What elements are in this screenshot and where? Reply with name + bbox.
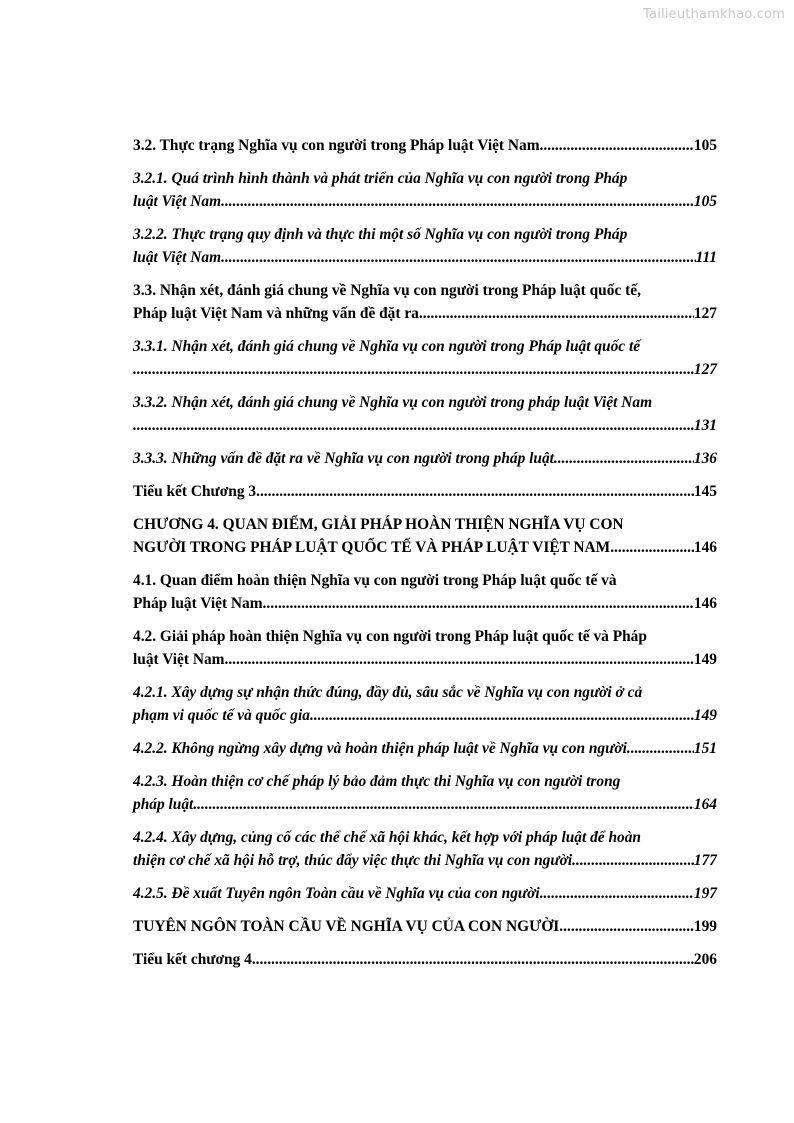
dot-leader — [221, 246, 696, 269]
dot-leader — [193, 793, 694, 816]
toc-entry — [133, 948, 717, 971]
toc-page-number: 164 — [693, 796, 717, 813]
toc-entry-text: TUYÊN NGÔN TOÀN CẦU VỀ NGHĨA VỤ CỦA CON NGƯỜI — [133, 918, 560, 935]
dot-leader — [256, 480, 694, 503]
dot-leader — [554, 447, 694, 470]
toc-entry-text: Pháp luật Việt Nam và những vấn đề đặt ra — [133, 305, 419, 322]
dot-leader — [224, 648, 693, 671]
toc-entry-text: 3.3. Nhận xét, đánh giá chung về Nghĩa vụ con người trong Pháp luật quốc tế, — [133, 282, 641, 299]
toc-entry-text: 3.3.3. Những vấn đề đặt ra về Nghĩa vụ con người trong pháp luật — [133, 450, 554, 467]
dot-leader — [559, 915, 694, 938]
toc-entry — [133, 826, 717, 872]
toc-entry-text: luật Việt Nam — [133, 651, 225, 668]
toc-page-number: 206 — [693, 951, 717, 968]
toc-page-number: 149 — [693, 707, 717, 724]
toc-page-number: 127 — [693, 361, 717, 378]
toc-entry-text: NGƯỜI TRONG PHÁP LUẬT QUỐC TẾ VÀ PHÁP LUẬT VIỆT NAM — [133, 539, 611, 556]
dot-leader — [310, 704, 694, 727]
table-of-contents — [133, 134, 717, 981]
toc-entry-text: luật Việt Nam — [133, 249, 222, 266]
dot-leader — [627, 737, 694, 760]
toc-page-number: 136 — [693, 450, 717, 467]
toc-entry — [133, 279, 717, 325]
toc-entry — [133, 770, 717, 816]
toc-entry — [133, 391, 717, 437]
toc-page-number: 131 — [693, 417, 717, 434]
toc-entry — [133, 134, 717, 157]
toc-entry-text: luật Việt Nam — [133, 193, 222, 210]
toc-entry-text: CHƯƠNG 4. QUAN ĐIỂM, GIẢI PHÁP HOÀN THIỆN NGHĨA VỤ CON — [133, 516, 624, 533]
toc-page-number: 197 — [693, 885, 717, 902]
dot-leader — [576, 849, 694, 872]
watermark: Tailieuthamkhao.com — [643, 7, 785, 22]
dot-leader — [540, 134, 694, 157]
toc-entry — [133, 480, 717, 503]
toc-entry — [133, 447, 717, 470]
dot-leader — [419, 302, 694, 325]
toc-entry-text: 3.3.2. Nhận xét, đánh giá chung về Nghĩa vụ con người trong pháp luật Việt Nam — [133, 394, 653, 411]
toc-page-number: 111 — [695, 249, 717, 266]
toc-page-number: 105 — [693, 193, 717, 210]
toc-entry — [133, 569, 717, 615]
toc-page-number: 146 — [693, 539, 717, 556]
dot-leader — [221, 190, 694, 213]
toc-page-number: 151 — [693, 740, 717, 757]
toc-entry-text: 4.2.5. Đề xuất Tuyên ngôn Toàn cầu về Nghĩa vụ của con người — [133, 885, 540, 902]
toc-entry-text: Tiểu kết chương 4 — [133, 951, 252, 968]
toc-page-number: 199 — [693, 918, 717, 935]
toc-entry — [133, 335, 717, 381]
toc-entry — [133, 625, 717, 671]
toc-entry-text: 3.2. Thực trạng Nghĩa vụ con người trong Pháp luật Việt Nam — [133, 137, 540, 154]
dot-leader — [610, 536, 694, 559]
toc-page-number: 145 — [693, 483, 717, 500]
toc-entry-text: 4.2. Giải pháp hoàn thiện Nghĩa vụ con người trong Pháp luật quốc tế và Pháp — [133, 628, 647, 645]
toc-entry-text: thiện cơ chế xã hội hỗ trợ, thúc đẩy việc thực thi Nghĩa vụ con người. — [133, 852, 576, 869]
toc-entry-text: Tiểu kết Chương 3 — [133, 483, 257, 500]
toc-entry-text: 4.2.4. Xây dựng, củng cố các thể chế xã hội khác, kết hợp với pháp luật để hoàn — [133, 829, 641, 846]
dot-leader — [133, 358, 694, 381]
dot-leader — [133, 414, 694, 437]
toc-entry — [133, 513, 717, 559]
toc-entry — [133, 167, 717, 213]
toc-page-number: 177 — [693, 852, 717, 869]
toc-entry-text: 4.1. Quan điểm hoàn thiện Nghĩa vụ con người trong Pháp luật quốc tế và — [133, 572, 617, 589]
toc-entry — [133, 223, 717, 269]
toc-entry — [133, 737, 717, 760]
dot-leader — [252, 948, 694, 971]
toc-page-number: 149 — [693, 651, 717, 668]
toc-entry-text: phạm vi quốc tế và quốc gia — [133, 707, 310, 724]
dot-leader — [263, 592, 694, 615]
toc-entry-text: 3.2.1. Quá trình hình thành và phát triển của Nghĩa vụ con người trong Pháp — [133, 170, 628, 187]
toc-entry-text: 3.3.1. Nhận xét, đánh giá chung về Nghĩa vụ con người trong Pháp luật quốc tế — [133, 338, 641, 355]
toc-page-number: 146 — [693, 595, 717, 612]
dot-leader — [540, 882, 694, 905]
toc-entry-text: 4.2.1. Xây dựng sự nhận thức đúng, đầy đủ, sâu sắc về Nghĩa vụ con người ở cả — [133, 684, 643, 701]
toc-entry-text: pháp luật — [133, 796, 194, 813]
toc-entry — [133, 915, 717, 938]
toc-entry-text: 4.2.3. Hoàn thiện cơ chế pháp lý bảo đảm thực thi Nghĩa vụ con người trong — [133, 773, 621, 790]
toc-entry-text: 4.2.2. Không ngừng xây dựng và hoàn thiện pháp luật về Nghĩa vụ con người — [133, 740, 627, 757]
toc-entry — [133, 681, 717, 727]
toc-entry-text: Pháp luật Việt Nam — [133, 595, 263, 612]
toc-page-number: 105 — [693, 137, 717, 154]
toc-entry-text: 3.2.2. Thực trạng quy định và thực thi một số Nghĩa vụ con người trong Pháp — [133, 226, 628, 243]
toc-page-number: 127 — [693, 305, 717, 322]
toc-entry — [133, 882, 717, 905]
